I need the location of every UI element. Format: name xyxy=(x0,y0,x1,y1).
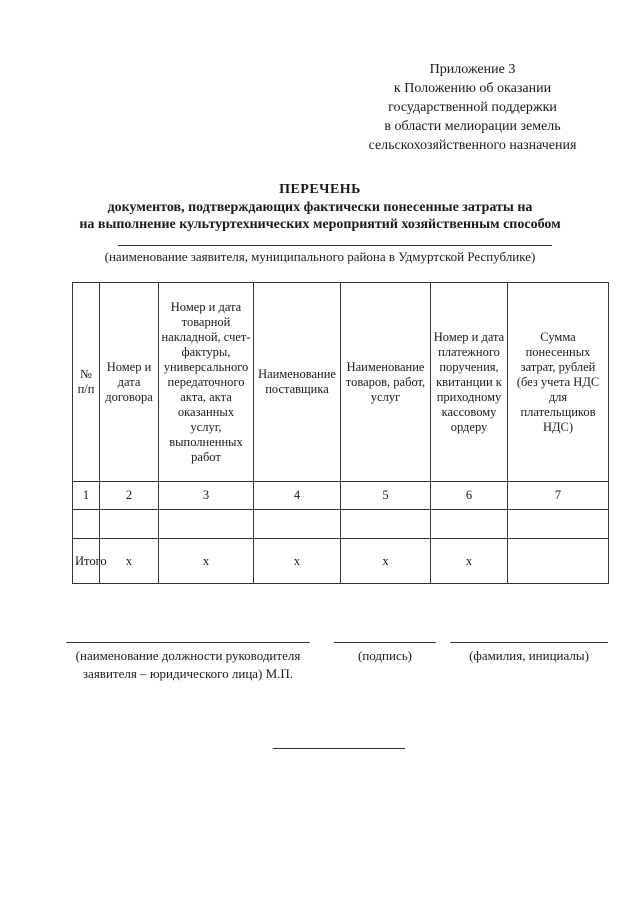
total-cell xyxy=(508,539,609,584)
header-cell: Наименование товаров, работ, услуг xyxy=(341,283,431,482)
header-cell: Сумма понесенных затрат, рублей (без учета НДС для плательщиков НДС) xyxy=(508,283,609,482)
table-total-row xyxy=(73,539,609,584)
header-cell: Номер и дата договора xyxy=(100,283,159,482)
table-cell xyxy=(159,510,254,539)
table-cell xyxy=(254,510,341,539)
total-cell: х xyxy=(100,539,159,584)
document-title xyxy=(40,181,600,233)
table-cell xyxy=(431,510,508,539)
name-fill-line xyxy=(450,642,608,643)
table-cell xyxy=(341,510,431,539)
column-number-cell: 1 xyxy=(73,482,100,510)
column-number-cell: 4 xyxy=(254,482,341,510)
table-header-row xyxy=(73,283,609,482)
column-number-cell: 7 xyxy=(508,482,609,510)
table-cell xyxy=(100,510,159,539)
annex-line: в области мелиорации земель xyxy=(384,119,561,134)
table-column-numbers-row xyxy=(73,482,609,510)
title-heading: ПЕРЕЧЕНЬ xyxy=(279,182,361,197)
total-cell: х xyxy=(159,539,254,584)
signature-fill-line xyxy=(334,642,436,643)
column-number-cell: 5 xyxy=(341,482,431,510)
position-caption: (наименование должности руководителя заявителя – юридического лица) М.П. xyxy=(75,648,301,681)
annex-line: к Положению об оказании xyxy=(393,81,552,96)
header-cell: Номер и дата товарной накладной, счет-фактуры, универсального передаточного акта, акта оказанных услуг, выполненных работ xyxy=(159,283,254,482)
documents-table xyxy=(72,282,609,584)
column-number-cell: 3 xyxy=(159,482,254,510)
applicant-caption: (наименование заявителя, муниципального района в Удмуртской Республике) xyxy=(104,249,536,264)
total-cell: Итого xyxy=(73,539,100,584)
name-caption: (фамилия, инициалы) xyxy=(469,648,589,663)
column-number-cell: 6 xyxy=(431,482,508,510)
total-cell: х xyxy=(254,539,341,584)
signature-caption: (подпись) xyxy=(358,648,412,663)
header-cell: Номер и дата платежного поручения, квитанции к приходному кассовому ордеру xyxy=(431,283,508,482)
title-line: документов, подтверждающих фактически понесенные затраты на xyxy=(107,200,533,215)
annex-reference xyxy=(340,60,605,155)
table-row xyxy=(73,510,609,539)
annex-line: государственной поддержки xyxy=(388,100,557,115)
table-cell xyxy=(73,510,100,539)
header-cell: № п/п xyxy=(73,283,100,482)
total-cell: х xyxy=(431,539,508,584)
applicant-fill-line xyxy=(118,245,552,246)
annex-line: Приложение 3 xyxy=(429,62,516,77)
table-cell xyxy=(508,510,609,539)
total-cell: х xyxy=(341,539,431,584)
closing-line xyxy=(273,748,405,749)
column-number-cell: 2 xyxy=(100,482,159,510)
title-line: на выполнение культуртехнических мероприятий хозяйственным способом xyxy=(79,217,561,232)
header-cell: Наименование поставщика xyxy=(254,283,341,482)
annex-line: сельскохозяйственного назначения xyxy=(368,138,577,153)
position-fill-line xyxy=(66,642,310,643)
